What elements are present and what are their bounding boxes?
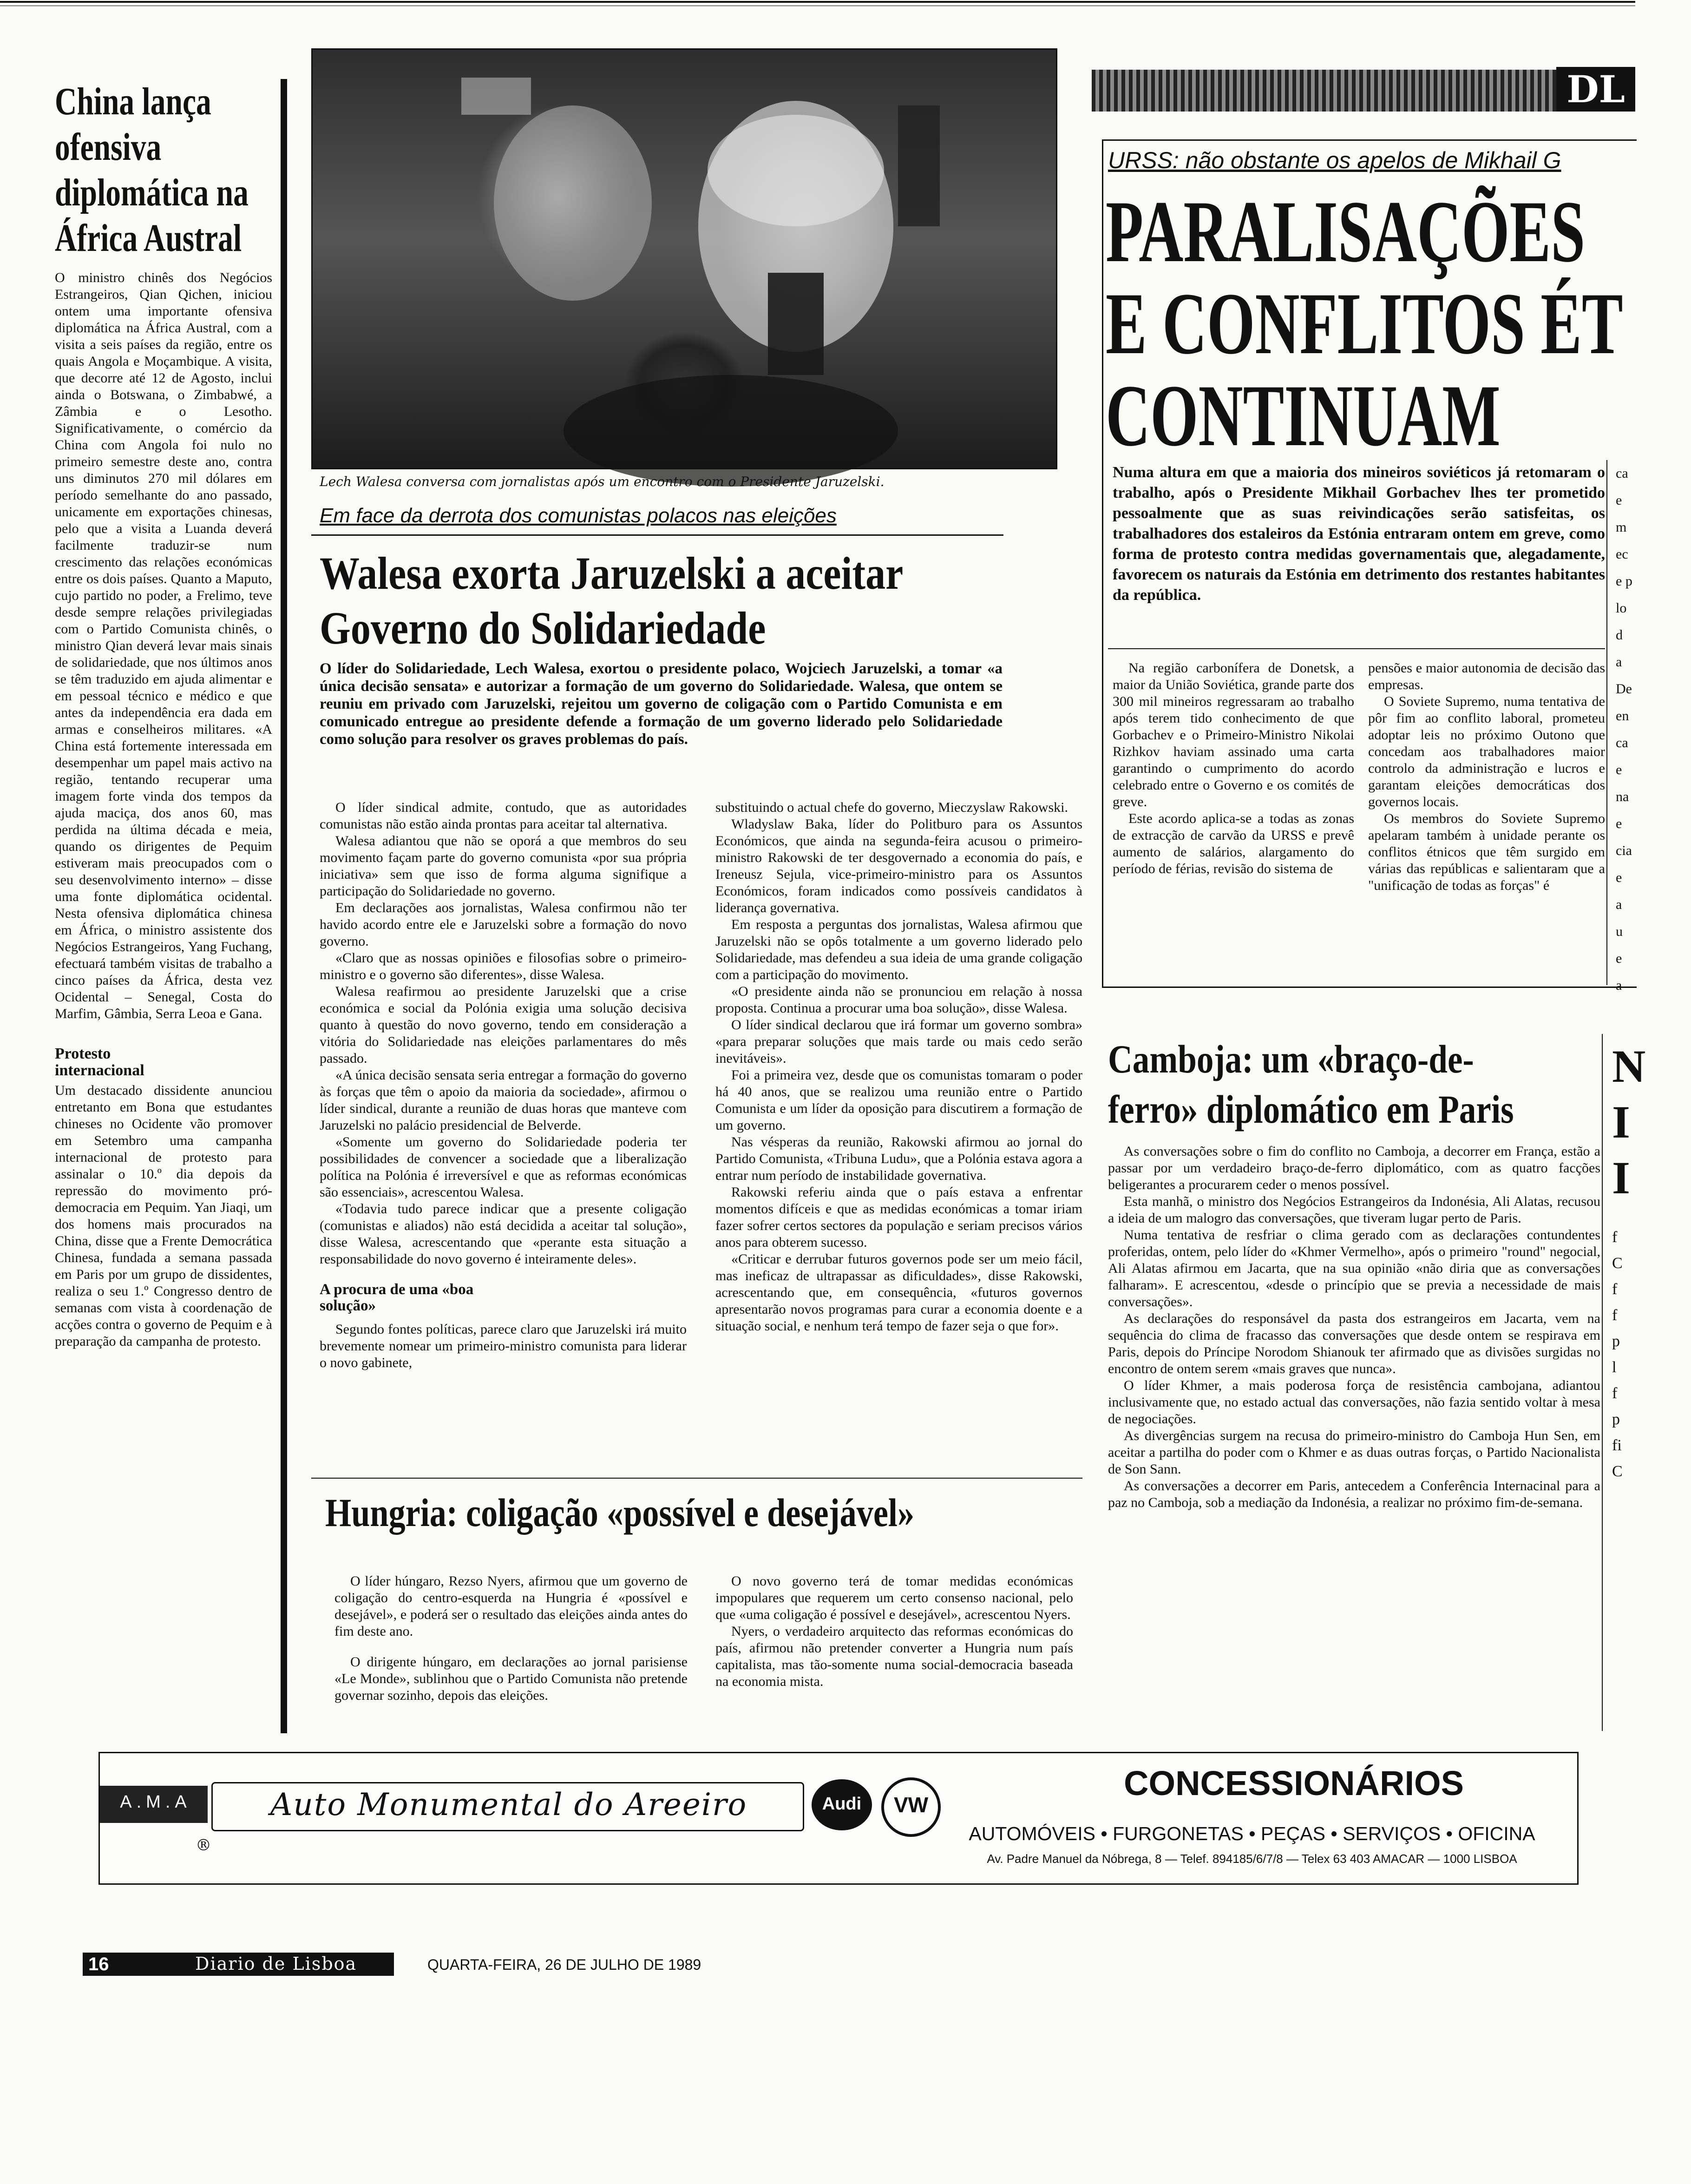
edge-fragment: f: [1612, 1229, 1618, 1246]
edge-fragment: en: [1616, 708, 1629, 724]
edge-fragment: d: [1616, 627, 1623, 643]
walesa-para: «Criticar e derrubar futuros governos pode ser um meio fácil, mas ineficaz de ultrapassar as dificuldades», disse Rakowski, acrescentando que, em consequência, «futuros governos apresentarão novos programas para curar a economia doente e a situação social, e nenhum terá tempo de fazer seja o que for».: [715, 1251, 1082, 1334]
walesa-para: substituindo o actual chefe do governo, Mieczyslaw Rakowski.: [715, 800, 1068, 815]
walesa-para: Walesa reafirmou ao presidente Jaruzelski que a crise económica e social da Polónia exigia uma solução decisiva quanto à questão do novo governo, tendo em consideração a vitória do Solidariedade nas eleições parlamentares do mês passado.: [320, 984, 687, 1066]
edge-fragment: e: [1616, 493, 1622, 508]
edge-fragment: C: [1612, 1255, 1623, 1272]
edge-fragment: a: [1616, 897, 1622, 912]
urss-headline-line: E CONFLITOS ÉT: [1106, 275, 1623, 373]
urss-right-rule: [1606, 460, 1607, 985]
walesa-para: Segundo fontes políticas, parece claro que Jaruzelski irá muito brevemente nomear um primeiro-ministro comunista para liderar o novo gabinete,: [320, 1322, 687, 1371]
edge-fragment: C: [1612, 1463, 1623, 1480]
kicker-rule: [311, 534, 1003, 536]
hungria-col-2: [715, 1573, 1073, 1690]
edge-fragment: ca: [1616, 466, 1628, 481]
walesa-para: Em declarações aos jornalistas, Walesa confirmou não ter havido acordo entre ele e Jaruzelski sobre a formação do novo governo.: [320, 900, 687, 949]
ad-address: Av. Padre Manuel da Nóbrega, 8 — Telef. 894185/6/7/8 — Telex 63 403 AMACAR — 1000 LISBOA: [987, 1852, 1517, 1866]
edge-fragment: e: [1616, 870, 1622, 885]
edge-fragment: a: [1616, 978, 1622, 993]
urss-headline-line: CONTINUAM: [1106, 367, 1501, 465]
ama-script-logo: Auto Monumental do Areeiro: [270, 1787, 747, 1822]
hungria-headline: Hungria: coligação «possível e desejável»: [325, 1490, 915, 1535]
camboja-edge-column: [1612, 1039, 1646, 1485]
edge-fragment: m: [1616, 520, 1627, 535]
walesa-kicker: Em face da derrota dos comunistas polacos nas eleições: [320, 504, 837, 527]
edge-fragment: lo: [1616, 600, 1627, 616]
footer-date: QUARTA-FEIRA, 26 DE JULHO DE 1989: [427, 1956, 701, 1973]
urss-lead-rule: [1108, 648, 1605, 649]
walesa-col-1: [320, 799, 687, 1371]
edge-fragment: I: [1612, 1152, 1630, 1204]
walesa-subhead: A procura de uma «boa solução»: [320, 1281, 474, 1314]
urss-para: Este acordo aplica-se a todas as zonas de extracção de carvão da URSS e prevê aumento de salários, alargamento do período de férias, revisão do sistema de: [1113, 811, 1354, 876]
edge-fragment: na: [1616, 789, 1629, 804]
walesa-col-2: [715, 799, 1082, 1335]
hungria-para: O novo governo terá de tomar medidas económicas impopulares que requerem um certo consenso nacional, pelo que «uma coligação é possível e desejável», acrescentou Nyers.: [715, 1573, 1073, 1622]
edge-fragment: e: [1616, 816, 1622, 831]
walesa-para: «Todavia tudo parece indicar que a presente coligação (comunistas e aliados) não está decidida a aceitar tal solução», disse Walesa, acrescentando que «perante esta situação a responsabilidade do novo governo é inteiramente deles».: [320, 1201, 687, 1267]
camboja-headline: Camboja: um «braço-de-ferro» diplomático em Paris: [1108, 1037, 1514, 1131]
china-body: O ministro chinês dos Negócios Estrangeiros, Qian Qichen, iniciou ontem uma importante ofensiva diplomática na África Austral, com a visita a seis países da região, entre os quais Angola e Moçambique. A visita, que decorre até 12 de Agosto, inclui ainda o Botswana, o Zimbabwé, a Zâmbia e o Lesotho. Significativamente, o comércio da China com Angola foi nulo no primeiro semestre deste ano, contra uns diminutos 270 mil dólares em período semelhante do ano passado, unicamente em exportações chinesas, pelo que a visita a Luanda deverá facilmente traduzir-se num crescimento das relações económicas entre os dois países. Quanto a Maputo, cujo partido no poder, a Frelimo, teve desde sempre relações privilegiadas com o Partido Comunista chinês, o ministro Qian deverá levar mais sinais de solidariedade, que nos últimos anos se têm traduzido em ajuda alimentar e em pessoal técnico e médico e que antes da independência era dada em armas e conselheiros militares. «A China está fortemente interessada em desempenhar um papel mais activo na região, tentando recuperar uma imagem forte vinda dos tempos da ajuda maciça, dos anos 60, mas perdida na última década e meia, quando os dirigentes de Pequim estiveram mais preocupados com o seu desenvolvimento interno» – disse uma fonte diplomática ocidental. Nesta ofensiva diplomática chinesa em África, o ministro assistente dos Negócios Estrangeiros, Yang Fuchang, efectuará também visitas de trabalho a cinco países da África, desta vez Ocidental – Senegal, Costa do Marfim, Gâmbia, Serra Leoa e Gana.: [55, 270, 272, 1021]
urss-para: Os membros do Soviete Supremo apelaram também à unidade perante os conflitos étnicos que têm surgido em várias das repúblicas e salientaram que a "unificação de todas as forças" é: [1368, 811, 1605, 893]
audi-logo-text: Audi: [822, 1794, 862, 1814]
paper-name: Diario de Lisboa: [195, 1954, 357, 1974]
photo-caption: Lech Walesa conversa com jornalistas após um encontro com o Presidente Jaruzelski.: [320, 474, 885, 489]
camboja-para: As declarações do responsável da pasta dos estrangeiros em Jacarta, vem na sequência do clima de fracasso das conversações que desde ontem se respirava em Paris, depois do Príncipe Norodom Shianouk ter afirmado que as divisões surgidas no encontro de ontem serem «mais graves que nunca».: [1108, 1311, 1600, 1376]
hungria-top-rule: [311, 1478, 1082, 1479]
masthead-band: [1092, 70, 1635, 112]
walesa-para: O líder sindical declarou que irá formar um governo sombra» «para preparar soluções que mais tarde ou mais cedo serão inevitáveis».: [715, 1017, 1082, 1066]
advertisement: [98, 1752, 1579, 1885]
urss-headline: [1106, 183, 1635, 465]
urss-headline-line: PARALISAÇÕES: [1106, 183, 1586, 281]
edge-fragment: N: [1612, 1040, 1646, 1092]
urss-para: Na região carbonífera de Donetsk, a maior da União Soviética, grande parte dos 300 mil mineiros regressaram ao trabalho após terem tido conhecimento de que Gorbachev e o Primeiro-Ministro Nikolai Rizhkov haviam assinado uma carta garantindo o cumprimento do acordo celebrado entre o Governo e os comités de greve.: [1113, 660, 1354, 809]
hungria-para: Nyers, o verdadeiro arquitecto das reformas económicas do país, afirmou não pretender converter a Hungria num país capitalista, mas tão-somente numa social-democracia baseada na economia mista.: [715, 1624, 1073, 1689]
edge-fragment: u: [1616, 924, 1623, 939]
camboja-para: As divergências surgem na recusa do primeiro-ministro do Camboja Hun Sen, em aceitar a partilha do poder com o Khmer e as duas outras forças, o Partido Nacionalista de Son Sann.: [1108, 1428, 1600, 1477]
hungria-col-1: [334, 1573, 688, 1704]
walesa-para: Rakowski referiu ainda que o país estava a enfrentar momentos difíceis e que as medidas económicas a tomar iriam fazer sofrer certos sectores da população e seriam precisos vários anos para obterem sucesso.: [715, 1184, 1082, 1250]
edge-fragment: cia: [1616, 843, 1632, 858]
walesa-para: O líder sindical admite, contudo, que as autoridades comunistas não estão ainda prontas para aceitar tal alternativa.: [320, 800, 687, 832]
urss-col-2: [1368, 660, 1605, 894]
walesa-para: «Somente um governo do Solidariedade poderia ter possibilidades de convencer a sociedade que a liberalização política na Polónia é irreversível e que as reformas económicas são essenciais», acrescentou Walesa.: [320, 1134, 687, 1200]
walesa-headline: Walesa exorta Jaruzelski a aceitar Governo do Solidariedade: [320, 547, 903, 654]
edge-fragment: ec: [1616, 546, 1628, 562]
edge-fragment: f: [1612, 1281, 1618, 1298]
urss-para: O Soviete Supremo, numa tentativa de pôr fim ao conflito laboral, prometeu adoptar leis no próximo Outono que concedam aos trabalhadores maior controlo da administração e lucros e garantam eleições democráticas dos governos locais.: [1368, 694, 1605, 809]
walesa-para: «Claro que as nossas opiniões e filosofias sobre o primeiro-ministro e o governo são diferentes», disse Walesa.: [320, 950, 687, 982]
page-number: 16: [88, 1954, 109, 1974]
camboja-right-rule: [1602, 1034, 1603, 1731]
camboja-para: Numa tentativa de resfriar o clima gerado com as declarações contundentes proferidas, ontem, pelo líder do «Khmer Vermelho», após o primeiro "round" negocial, Ali Alatas afirmou em Jacarta, que na sua opinião «não diria que as conversações falharam». E acrescentou, «desde o princípio que se previa a necessidade de mais conversações».: [1108, 1227, 1600, 1309]
edge-fragment: f: [1612, 1385, 1618, 1402]
walesa-para: «O presidente ainda não se pronunciou em relação à nossa proposta. Continua a procurar uma boa solução», disse Walesa.: [715, 984, 1082, 1016]
walesa-para: Nas vésperas da reunião, Rakowski afirmou ao jornal do Partido Comunista, «Tribuna Ludu», que a Polónia estava agora a entrar num período de instabilidade governativa.: [715, 1134, 1082, 1183]
hungria-para: O dirigente húngaro, em declarações ao jornal parisiense «Le Monde», sublinhou que o Partido Comunista não pretende governar sozinho, depois das eleições.: [334, 1654, 688, 1703]
camboja-para: As conversações a decorrer em Paris, antecedem a Conferência Internacinal para a paz no Camboja, sob a mediação da Indonésia, a realizar no próximo fim-de-semana.: [1108, 1478, 1600, 1510]
china-body-2: Um destacado dissidente anunciou entretanto em Bona que estudantes chineses no Ocidente vão promover em Setembro uma campanha internacional de protesto para assinalar o 10.º dia depois da repressão do movimento pró-democracia em Pequim. Yan Jiaqi, um dos homens mais procurados na China, disse que a Frente Democrática Chinesa, fundada a semana passada em Paris por um grupo de dissidentes, realiza o seu 1.º Congresso dentro de semanas com vista à coordenação de acções contra o governo de Pequim e à preparação da campanha de protesto.: [55, 1083, 272, 1349]
china-subhead: Protesto internacional: [55, 1045, 144, 1079]
urss-para: pensões e maior autonomia de decisão das empresas.: [1368, 660, 1605, 692]
edge-fragment: I: [1612, 1096, 1630, 1148]
walesa-lead: O líder do Solidariedade, Lech Walesa, exortou o presidente polaco, Wojciech Jaruzelski, a tomar «a única decisão sensata» e autorizar a formação de um governo do Solidariedade. Walesa, que ontem se reuniu em privado com Jaruzelski, rejeitou um governo de coligação com o Partido Comunista e em comunicado entregue ao presidente defende a formação de um governo liderado pelo Solidariedade como solução para resolver os graves problemas do país.: [320, 660, 1003, 748]
walesa-para: Foi a primeira vez, desde que os comunistas tomaram o poder há 40 anos, que se realizou uma reunião entre o Partido Comunista e um líder da oposição para discutirem a formação de um governo.: [715, 1067, 1082, 1133]
china-headline: China lança ofensiva diplomática na África Austral: [55, 80, 249, 260]
edge-fragment: e: [1616, 951, 1622, 966]
masthead-logo: DL: [1556, 67, 1635, 112]
ama-logo-text: A.M.A: [120, 1792, 191, 1812]
urss-edge-column: [1616, 460, 1635, 999]
edge-fragment: p: [1612, 1411, 1620, 1428]
camboja-para: Esta manhã, o ministro dos Negócios Estrangeiros da Indonésia, Ali Alatas, recusou a ideia de um malogro das conversações, que tiveram lugar perto de Paris.: [1108, 1194, 1600, 1226]
urss-kicker: URSS: não obstante os apelos de Mikhail G: [1108, 147, 1561, 173]
edge-fragment: a: [1616, 654, 1622, 670]
vw-logo-text: VW: [893, 1793, 929, 1817]
top-border: [0, 1, 1635, 3]
edge-fragment: De: [1616, 681, 1632, 697]
hungria-para: O líder húngaro, Rezso Nyers, afirmou que um governo de coligação do centro-esquerda na Hungria é «possível e desejável», e poderá ser o resultado das eleições ainda antes do fim deste ano.: [334, 1573, 688, 1639]
ad-title: CONCESSIONÁRIOS: [1124, 1764, 1464, 1802]
china-article: [55, 79, 272, 1350]
registered-mark: ®: [196, 1836, 211, 1855]
left-column-rule: [281, 79, 287, 1733]
walesa-para: Em resposta a perguntas dos jornalistas, Walesa afirmou que Jaruzelski não se opôs totalmente a um governo liderado pelo Solidariedade, mas defendeu a sua ideia de uma grande coligação com a participação do movimento.: [715, 917, 1082, 982]
photo-figures: [313, 50, 1056, 468]
urss-col-1: [1113, 660, 1354, 877]
walesa-para: Wladyslaw Baka, líder do Politburo para os Assuntos Económicos, que ainda na segunda-feira acusou o primeiro-ministro Rakowski de ter desgovernado a economia do país, e Ireneusz Sejula, vice-primeiro-ministro para os Assuntos Económicos, foram indicados como possíveis candidatos à liderança governativa.: [715, 816, 1082, 915]
walesa-para: Walesa adiantou que não se oporá a que membros do seu movimento façam parte do governo comunista «por sua própria iniciativa» sem que isso de forma alguma signifique a participação do Solidariedade no governo.: [320, 833, 687, 899]
walesa-photo: [311, 48, 1057, 469]
camboja-para: As conversações sobre o fim do conflito no Camboja, a decorrer em França, estão a passar por um verdadeiro braço-de-ferro diplomático, com as quatro facções beligerantes a procurarem ceder o menos possível.: [1108, 1144, 1600, 1192]
edge-fragment: p: [1612, 1333, 1620, 1350]
camboja-para: O líder Khmer, a mais poderosa força de resistência cambojana, adiantou inclusivamente que, no estado actual das conversações, não fazia sentido voltar à mesa de negociações.: [1108, 1378, 1600, 1427]
walesa-para: «A única decisão sensata seria entregar a formação do governo às forças que têm o apoio da maioria da sociedade», afirmou o líder sindical, durante a reunião de duas horas que manteve com Jaruzelski no palácio presidencial de Belverde.: [320, 1067, 687, 1133]
edge-fragment: e p: [1616, 573, 1632, 589]
camboja-body: [1108, 1143, 1600, 1511]
ad-services: AUTOMÓVEIS • FURGONETAS • PEÇAS • SERVIÇOS • OFICINA: [969, 1823, 1535, 1844]
edge-fragment: fi: [1612, 1437, 1622, 1454]
edge-fragment: e: [1616, 762, 1622, 777]
edge-fragment: ca: [1616, 735, 1628, 750]
urss-lead: Numa altura em que a maioria dos mineiros soviéticos já retomaram o trabalho, após o Presidente Mikhail Gorbachev lhes ter prometido pessoalmente que as suas reivindicações serão satisfeitas, os trabalhadores dos estaleiros da Estónia entraram ontem em greve, como forma de protesto contra medidas governamentais que, alegadamente, favorecem os naturais da Estónia em detrimento dos restantes habitantes da república.: [1113, 464, 1605, 604]
edge-fragment: l: [1612, 1359, 1617, 1376]
edge-fragment: f: [1612, 1307, 1618, 1324]
